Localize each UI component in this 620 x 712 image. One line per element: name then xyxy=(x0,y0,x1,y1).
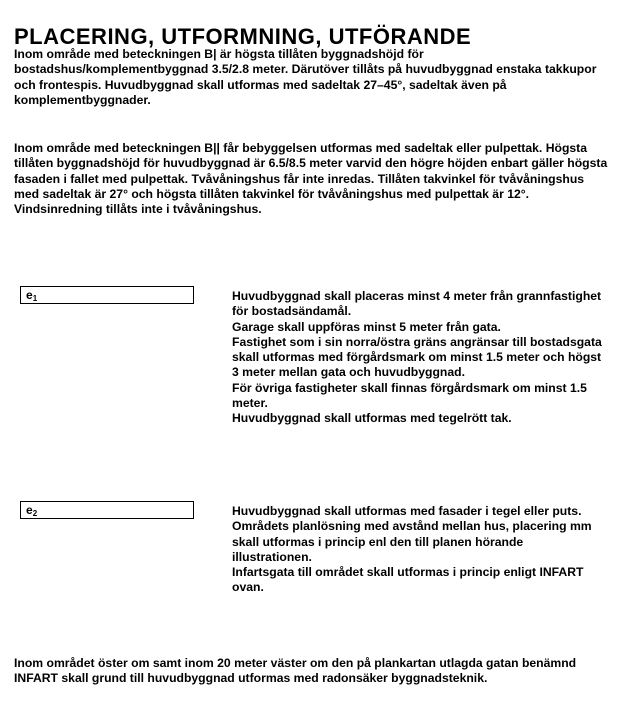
intro-paragraph-b2: Inom område med beteckningen B|| får bebyggelsen utformas med sadeltak eller pulpettak. Högsta tillåten byggnadshöjd för huvudbyggnad är 6.5/8.5 meter varvid den högre höjden enbart gäller högsta fasaden i fallet med pulpettak. Tvåvåningshus får inte inredas. Tillåten takvinkel för tvåvåningshus med sadeltak är 27° och högsta tillåten takvinkel för tvåvåningshus med pulpettak är 12°. Vindsinredning tillåts inte i tvåvåningshus. xyxy=(14,141,608,217)
e2-rule: Områdets planlösning med avstånd mellan hus, placering mm skall utformas i princip enl den till planen hörande illustrationen. xyxy=(232,519,592,564)
e1-code-letter: e xyxy=(26,288,33,302)
e1-code-box xyxy=(20,286,194,304)
e1-rule: Fastighet som i sin norra/östra gräns angränsar till bostadsgata skall utformas med förgårdsmark om minst 1.5 meter och högst 3 meter mellan gata och huvudbyggnad. xyxy=(232,334,602,380)
e1-code-subscript: 1 xyxy=(32,294,38,303)
page-title: PLACERING, UTFORMNING, UTFÖRANDE xyxy=(14,24,472,49)
e2-rule: Huvudbyggnad skall utformas med fasader i tegel eller puts. xyxy=(232,504,582,518)
e1-rule: Garage skall uppföras minst 5 meter från gata. xyxy=(232,319,501,334)
e2-code-subscript: 2 xyxy=(32,509,38,518)
intro-paragraph-b1: Inom område med beteckningen B| är högsta tillåten byggnadshöjd för bostadshus/komplementbyggnad 3.5/2.8 meter. Därutöver tillåts på huvudbyggnad enstaka takkupor och frontespis. Huvudbyggnad skall utformas med sadeltak 27–45°, sadeltak även på komplementbyggnader. xyxy=(14,47,597,107)
e2-rule: Infartsgata till området skall utformas i princip enligt INFART ovan. xyxy=(232,565,584,595)
e1-rule: För övriga fastigheter skall finnas förgårdsmark om minst 1.5 meter. xyxy=(232,380,587,411)
e1-rules xyxy=(232,289,604,427)
e1-rule: Huvudbyggnad skall utformas med tegelrött tak. xyxy=(232,411,512,426)
e2-code-box xyxy=(20,501,194,519)
e2-rules xyxy=(232,504,604,596)
radon-paragraph: Inom området öster om samt inom 20 meter väster om den på plankartan utlagda gatan benämnd INFART skall grund till huvudbyggnad utformas med radonsäker byggnadsteknik. xyxy=(14,656,577,686)
e2-code-letter: e xyxy=(26,503,33,517)
e1-rule: Huvudbyggnad skall placeras minst 4 meter från grannfastighet för bostadsändamål. xyxy=(232,289,602,319)
